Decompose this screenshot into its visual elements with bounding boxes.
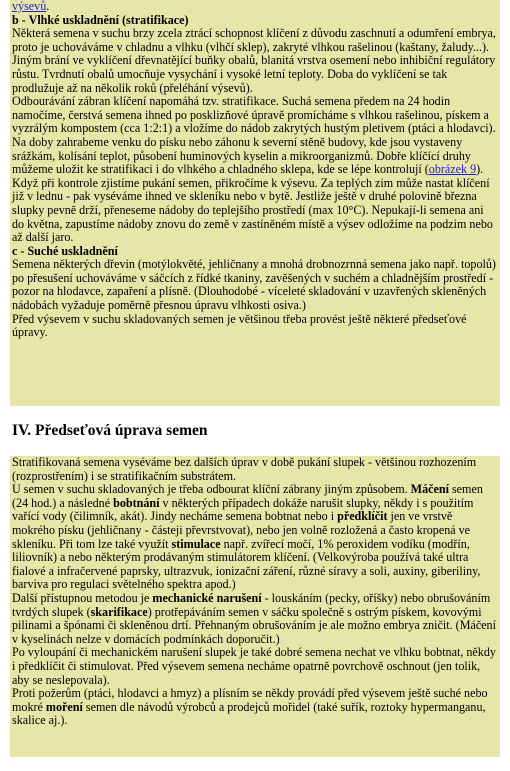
soaking-text-4: jen ve vrstvě mokrého písku (jehličnany - částeji převrstvovat), nebo jen volně rozložená a často kropená ve skleníku. Při tom lze také využít	[12, 509, 471, 551]
figure-9-link[interactable]: obrázek 9	[428, 162, 477, 177]
soaking-text-5: např. zvířecí močí, 1% peroxidem vodíku (modřín, liliovník) a nebo některým prodávaným stimulátorem klíčení. (Velkovýroba používá také ultra fialové a infračervené paprsky, ultrazvuk, ionizační záření, různé síravy a soli, auxiny, giberiliny, barviva pro regulaci světelného spektra apod.)	[12, 536, 481, 592]
dressing-text-2: semen dle návodů výrobců a prodejců mořidel (také suřík, roztoky hypermanganu, skalice aj.).	[12, 699, 486, 728]
term-stimulation: stimulace	[171, 536, 221, 551]
term-scarification: skarifikace	[90, 604, 148, 619]
paragraph-after-peeling: Po vyloupání či mechanickém narušení slupek je také dobré semena nechat ve vlhku bobtnat, někdy i předklíčit či stimulovat. Před výsevem semena necháme opatrně povrchově oschnout (jen tolik, aby se neslepovala).	[12, 645, 496, 687]
paragraph-stratification-end: ). Když při kontrole zjistíme pukání semen, přikročíme k výsevu. Za teplých zim může nastat klíčení již v lednu - pak vyséváme ihned ve skleníku nebo v bytě. Jestliže ještě v druhé polovině března slupky pevně drží, přeneseme nádoby do teplejšího prostředí (max 10°C). Nepukají-li semena ani do května, zapustíme nádoby znovu do země v zastíněném místě a výsev odložíme na podzim nebo až další jaro.	[12, 162, 493, 245]
mechanical-text-1: Další přístupnou metodou je	[12, 590, 153, 605]
subsection-c-title: c - Suché uskladnění	[12, 243, 118, 258]
vysevu-link[interactable]: výsevů	[12, 0, 47, 13]
term-pregermination: předklíčit	[337, 509, 388, 524]
mechanical-text-3: ) protřepáváním semen v sáčku společně s ostrým pískem, kovovými pilinami a špónami či skleněnou drtí. Přehnaným obrušováním je ale možno embrya zničit. (Máčení v kyselinách nelze v domácích podmínkách doporučit.)	[12, 604, 496, 646]
pre-sowing-section	[10, 456, 500, 757]
soaking-text-1: U semen v suchu skladovaných je třeba odbourat klíční zábrany jiným způsobem.	[12, 482, 411, 497]
paragraph-dry-storage: Semena některých dřevin (motýlokvěté, jehličnany a mnohá drobnozrnná semena jako např. topolů) po přesušení uchováváme v sáčcích z řídké tkaniny, zavěšených v suchém a chladnějším prostředí - pozor na hlodavce, zapaření a plísně. (Dlouhodobé - víceleté skladování v uzavřených skleněných nádobách vyžaduje poměrně přesnou úpravu vlhkosti osiva.)	[12, 257, 496, 313]
paragraph-stratification	[12, 95, 498, 245]
paragraph-moist-storage: Některá semena v suchu brzy zcela ztrácí schopnost klíčení z důvodu zaschnutí a odumření embrya, proto je uchováváme v chladnu a vlhku (vlhčí sklep), zakryté vlhkou rašelinou (kaštany, žaludy...). Jiným brání ve vyklíčení dřevnatějící buňky obalů, blanitá vrstva osemení nebo inhibiční regulátory růstu. Tvrdnutí obalů umocňuje vysychání i vysoké letní teploty. Doba do vyklíčení se tak prodlužuje až na několik roků (přeléhání výsevů).	[12, 26, 496, 95]
term-mechanical-damage: mechanické narušení	[152, 590, 262, 605]
intro-line	[12, 0, 498, 14]
link-trail: .	[46, 0, 50, 13]
paragraph-pre-sowing-note: Před výsevem v suchu skladovaných semen je většinou třeba provést ještě některé předseťové úpravy.	[12, 311, 467, 340]
term-soaking: Máčení	[410, 482, 449, 497]
soaking-text-2: semen (24 hod.) a následné	[12, 482, 483, 510]
soaking-text-3: v některých případech dokáže narušit slupky, někdy i s použitím vařící vody (čilimník, akát). Jindy necháme semena bobtnat nebo i	[12, 495, 474, 524]
term-swelling: bobtnání	[113, 495, 160, 510]
subsection-b-title: b - Vlhké uskladnění (stratifikace)	[12, 12, 189, 27]
mechanical-text-2: - louskáním (pecky, oříšky) nebo obrušováním tvrdých slupek (	[12, 590, 491, 619]
paragraph-dressing	[12, 687, 498, 728]
dressing-text-1: Proti požerům (ptáci, hlodavci a hmyz) a plísním se někdy provádí před výsevem ještě suché nebo mokré	[12, 686, 488, 714]
paragraph-stratified-sowing: Stratifikovaná semena vyséváme bez dalších úprav v době pukání slupek - většinou rozhozením (rozprostřením) i se stratifikačním substrátem.	[12, 455, 477, 483]
paragraph-mechanical	[12, 592, 498, 646]
paragraph-soaking	[12, 483, 498, 592]
section-heading: IV. Předseťová úprava semen	[12, 422, 208, 439]
paragraph-stratification-text: Odbourávání zábran klíčení napomáhá tzv. stratifikace. Suchá semena předem na 24 hodin namočíme, čerstvá semena ihned po posklizňové úpravě promícháme s vlhkou rašelinou, pískem a vyzrálým kompostem (cca 1:2:1) a vložíme do nádob zakrytých hustým pletivem (ptáci a hlodavci). Na doby zahrabeme venku do písku nebo záhonu k severní stěně budovy, kde jsou vystaveny srážkám, kolísání teplot, působení huminových kyselin a mikroorganizmů. Dobře klíčící druhy můžeme uložit ke stratifikaci i do vlhkého a chladného sklepa, kde se lépe kontrolují (	[12, 94, 496, 177]
stratification-section	[10, 0, 500, 406]
term-dressing: moření	[45, 699, 83, 714]
